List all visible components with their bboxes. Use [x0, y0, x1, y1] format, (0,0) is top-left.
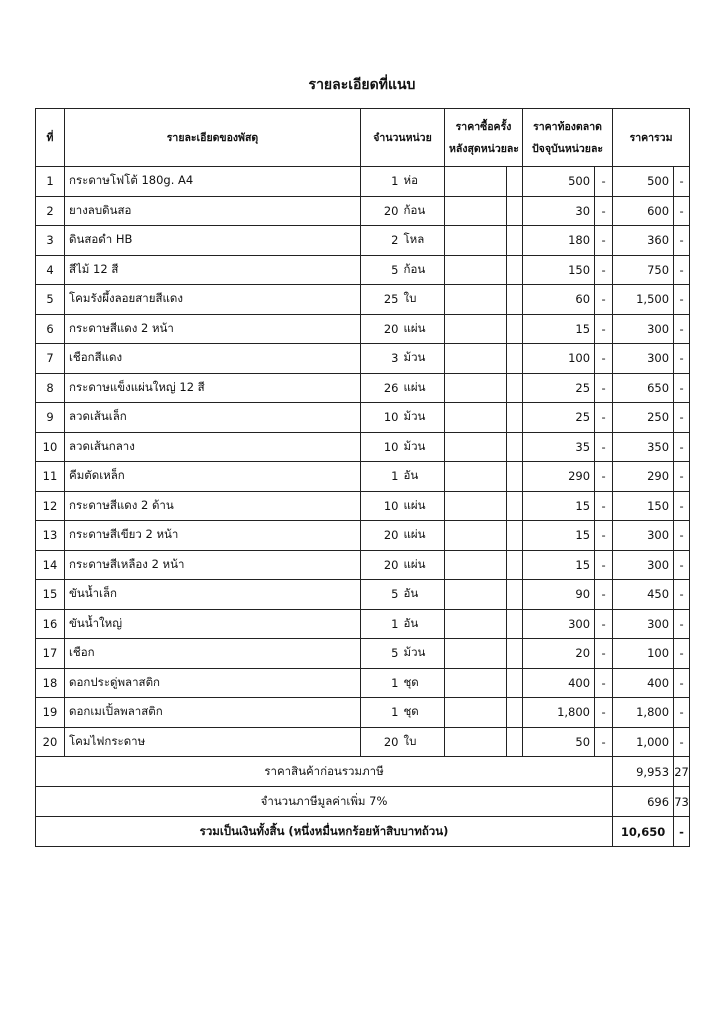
header-last-price-line2: หลังสุดหน่วยละ — [449, 142, 519, 155]
row-market-price-satang: - — [595, 373, 613, 403]
row-quantity: 5 — [361, 639, 401, 669]
table-row — [36, 432, 690, 462]
row-total: 1,000 — [613, 727, 674, 757]
row-last-price — [445, 462, 507, 492]
row-description: กระดาษสีเหลือง 2 หน้า — [65, 550, 361, 580]
row-number: 6 — [36, 314, 65, 344]
row-last-price-satang — [507, 727, 523, 757]
row-market-price: 500 — [523, 167, 595, 197]
row-market-price-satang: - — [595, 550, 613, 580]
table-row — [36, 639, 690, 669]
table-row — [36, 196, 690, 226]
row-description: ขันน้ำใหญ่ — [65, 609, 361, 639]
row-number: 3 — [36, 226, 65, 256]
row-last-price — [445, 285, 507, 315]
row-total-satang: - — [674, 639, 690, 669]
row-quantity: 20 — [361, 196, 401, 226]
row-total-satang: - — [674, 491, 690, 521]
row-market-price-satang: - — [595, 727, 613, 757]
row-total: 100 — [613, 639, 674, 669]
row-number: 16 — [36, 609, 65, 639]
row-quantity: 10 — [361, 491, 401, 521]
row-last-price — [445, 255, 507, 285]
header-market-price — [523, 109, 613, 167]
row-market-price: 290 — [523, 462, 595, 492]
row-description: ลวดเส้นกลาง — [65, 432, 361, 462]
row-total-satang: - — [674, 167, 690, 197]
row-unit: ก้อน — [401, 196, 445, 226]
row-unit: ม้วน — [401, 432, 445, 462]
row-unit: แผ่น — [401, 521, 445, 551]
row-total-satang: - — [674, 521, 690, 551]
row-market-price-satang: - — [595, 609, 613, 639]
row-market-price: 20 — [523, 639, 595, 669]
header-no: ที่ — [36, 109, 65, 167]
row-description: ดอกเมเปิ้ลพลาสติก — [65, 698, 361, 728]
table-row — [36, 167, 690, 197]
row-number: 17 — [36, 639, 65, 669]
row-market-price-satang: - — [595, 226, 613, 256]
row-market-price-satang: - — [595, 491, 613, 521]
row-unit: อัน — [401, 580, 445, 610]
row-description: ลวดเส้นเล็ก — [65, 403, 361, 433]
row-last-price — [445, 491, 507, 521]
row-quantity: 1 — [361, 698, 401, 728]
row-total: 600 — [613, 196, 674, 226]
table-row — [36, 314, 690, 344]
row-quantity: 1 — [361, 462, 401, 492]
row-last-price-satang — [507, 609, 523, 639]
row-number: 20 — [36, 727, 65, 757]
row-total: 1,800 — [613, 698, 674, 728]
row-quantity: 1 — [361, 167, 401, 197]
row-description: ยางลบดินสอ — [65, 196, 361, 226]
row-quantity: 20 — [361, 727, 401, 757]
table-row — [36, 580, 690, 610]
row-unit: อัน — [401, 462, 445, 492]
row-market-price: 35 — [523, 432, 595, 462]
vat-satang: 73 — [674, 787, 690, 817]
row-total: 1,500 — [613, 285, 674, 315]
row-description: กระดาษสีแดง 2 หน้า — [65, 314, 361, 344]
row-total: 150 — [613, 491, 674, 521]
row-total: 290 — [613, 462, 674, 492]
row-market-price: 30 — [523, 196, 595, 226]
row-description: โคมรังผึ้งลอยสายสีแดง — [65, 285, 361, 315]
row-last-price — [445, 196, 507, 226]
row-number: 12 — [36, 491, 65, 521]
row-last-price — [445, 639, 507, 669]
row-total: 500 — [613, 167, 674, 197]
row-last-price — [445, 727, 507, 757]
row-market-price-satang: - — [595, 344, 613, 374]
row-quantity: 25 — [361, 285, 401, 315]
row-total-satang: - — [674, 344, 690, 374]
row-description: กระดาษโฟโต้ 180g. A4 — [65, 167, 361, 197]
grand-total-label: รวมเป็นเงินทั้งสิ้น (หนึ่งหมื่นหกร้อยห้าสิบบาทถ้วน) — [36, 817, 613, 847]
table-row — [36, 668, 690, 698]
header-last-price — [445, 109, 523, 167]
row-unit: ชุด — [401, 698, 445, 728]
row-total-satang: - — [674, 314, 690, 344]
grand-total-row — [36, 817, 690, 847]
row-quantity: 5 — [361, 255, 401, 285]
row-total: 360 — [613, 226, 674, 256]
row-number: 8 — [36, 373, 65, 403]
row-total: 450 — [613, 580, 674, 610]
row-description: ดอกประดู่พลาสติก — [65, 668, 361, 698]
row-market-price: 180 — [523, 226, 595, 256]
row-market-price-satang: - — [595, 521, 613, 551]
table-row — [36, 344, 690, 374]
header-description: รายละเอียดของพัสดุ — [65, 109, 361, 167]
table-row — [36, 609, 690, 639]
row-unit: ก้อน — [401, 255, 445, 285]
row-market-price: 50 — [523, 727, 595, 757]
row-market-price-satang: - — [595, 580, 613, 610]
row-total-satang: - — [674, 432, 690, 462]
item-table — [35, 108, 690, 847]
grand-total-baht: 10,650 — [613, 817, 674, 847]
row-total: 300 — [613, 314, 674, 344]
row-total: 300 — [613, 550, 674, 580]
row-unit: ใบ — [401, 727, 445, 757]
row-market-price: 1,800 — [523, 698, 595, 728]
header-market-price-line2: ปัจจุบันหน่วยละ — [532, 142, 604, 155]
row-total-satang: - — [674, 196, 690, 226]
row-number: 1 — [36, 167, 65, 197]
row-last-price-satang — [507, 373, 523, 403]
row-last-price — [445, 698, 507, 728]
row-description: ขันน้ำเล็ก — [65, 580, 361, 610]
row-total: 300 — [613, 344, 674, 374]
row-market-price-satang: - — [595, 255, 613, 285]
row-market-price-satang: - — [595, 285, 613, 315]
row-market-price: 150 — [523, 255, 595, 285]
row-quantity: 2 — [361, 226, 401, 256]
row-last-price-satang — [507, 344, 523, 374]
table-row — [36, 521, 690, 551]
row-total: 400 — [613, 668, 674, 698]
row-last-price — [445, 432, 507, 462]
header-market-price-line1: ราคาท้องตลาด — [533, 120, 602, 133]
row-description: เชือก — [65, 639, 361, 669]
table-row — [36, 727, 690, 757]
row-unit: ม้วน — [401, 639, 445, 669]
row-market-price: 15 — [523, 550, 595, 580]
row-market-price: 100 — [523, 344, 595, 374]
table-row — [36, 403, 690, 433]
row-last-price — [445, 668, 507, 698]
table-row — [36, 285, 690, 315]
row-total: 650 — [613, 373, 674, 403]
row-last-price-satang — [507, 314, 523, 344]
row-last-price — [445, 167, 507, 197]
row-unit: แผ่น — [401, 550, 445, 580]
row-last-price-satang — [507, 521, 523, 551]
row-last-price-satang — [507, 255, 523, 285]
row-last-price — [445, 550, 507, 580]
row-last-price-satang — [507, 698, 523, 728]
vat-baht: 696 — [613, 787, 674, 817]
row-total-satang: - — [674, 580, 690, 610]
row-market-price: 25 — [523, 373, 595, 403]
row-market-price: 15 — [523, 521, 595, 551]
table-row — [36, 226, 690, 256]
row-description: โคมไฟกระดาษ — [65, 727, 361, 757]
row-unit: แผ่น — [401, 491, 445, 521]
row-total-satang: - — [674, 373, 690, 403]
row-market-price: 15 — [523, 491, 595, 521]
row-number: 15 — [36, 580, 65, 610]
row-total: 350 — [613, 432, 674, 462]
row-unit: โหล — [401, 226, 445, 256]
row-quantity: 1 — [361, 668, 401, 698]
row-last-price-satang — [507, 580, 523, 610]
row-description: ดินสอดำ HB — [65, 226, 361, 256]
row-quantity: 20 — [361, 314, 401, 344]
row-number: 7 — [36, 344, 65, 374]
row-last-price-satang — [507, 462, 523, 492]
row-total-satang: - — [674, 403, 690, 433]
header-total: ราคารวม — [613, 109, 690, 167]
subtotal-row — [36, 757, 690, 787]
row-last-price-satang — [507, 285, 523, 315]
row-quantity: 5 — [361, 580, 401, 610]
row-last-price-satang — [507, 491, 523, 521]
row-last-price — [445, 403, 507, 433]
row-market-price-satang: - — [595, 462, 613, 492]
row-market-price-satang: - — [595, 403, 613, 433]
table-row — [36, 491, 690, 521]
row-market-price: 400 — [523, 668, 595, 698]
row-last-price-satang — [507, 432, 523, 462]
row-last-price-satang — [507, 639, 523, 669]
row-total: 250 — [613, 403, 674, 433]
row-market-price-satang: - — [595, 698, 613, 728]
row-unit: ใบ — [401, 285, 445, 315]
row-quantity: 20 — [361, 550, 401, 580]
row-last-price — [445, 609, 507, 639]
row-number: 18 — [36, 668, 65, 698]
row-total-satang: - — [674, 727, 690, 757]
row-quantity: 10 — [361, 403, 401, 433]
row-unit: อัน — [401, 609, 445, 639]
row-description: คีมตัดเหล็ก — [65, 462, 361, 492]
row-unit: แผ่น — [401, 314, 445, 344]
row-total-satang: - — [674, 462, 690, 492]
row-unit: ม้วน — [401, 403, 445, 433]
subtotal-satang: 27 — [674, 757, 690, 787]
row-number: 4 — [36, 255, 65, 285]
row-last-price — [445, 314, 507, 344]
row-number: 10 — [36, 432, 65, 462]
row-market-price: 60 — [523, 285, 595, 315]
row-quantity: 20 — [361, 521, 401, 551]
row-last-price — [445, 521, 507, 551]
row-quantity: 1 — [361, 609, 401, 639]
row-description: กระดาษสีเขียว 2 หน้า — [65, 521, 361, 551]
row-total-satang: - — [674, 226, 690, 256]
row-total-satang: - — [674, 668, 690, 698]
table-row — [36, 255, 690, 285]
table-row — [36, 462, 690, 492]
row-market-price-satang: - — [595, 432, 613, 462]
table-row — [36, 698, 690, 728]
row-quantity: 3 — [361, 344, 401, 374]
row-last-price-satang — [507, 550, 523, 580]
row-quantity: 10 — [361, 432, 401, 462]
row-total-satang: - — [674, 609, 690, 639]
row-market-price: 90 — [523, 580, 595, 610]
subtotal-label: ราคาสินค้าก่อนรวมภาษี — [36, 757, 613, 787]
row-market-price: 25 — [523, 403, 595, 433]
row-total: 300 — [613, 609, 674, 639]
row-total-satang: - — [674, 255, 690, 285]
row-number: 9 — [36, 403, 65, 433]
row-market-price-satang: - — [595, 668, 613, 698]
row-quantity: 26 — [361, 373, 401, 403]
table-row — [36, 373, 690, 403]
row-number: 13 — [36, 521, 65, 551]
row-description: กระดาษแข็งแผ่นใหญ่ 12 สี — [65, 373, 361, 403]
row-unit: ห่อ — [401, 167, 445, 197]
row-last-price — [445, 580, 507, 610]
row-market-price-satang: - — [595, 314, 613, 344]
row-number: 11 — [36, 462, 65, 492]
document-title: รายละเอียดที่แนบ — [308, 77, 416, 93]
header-last-price-line1: ราคาซื้อครั้ง — [455, 120, 512, 133]
row-last-price-satang — [507, 167, 523, 197]
row-last-price-satang — [507, 668, 523, 698]
row-unit: ม้วน — [401, 344, 445, 374]
row-total: 300 — [613, 521, 674, 551]
row-unit: แผ่น — [401, 373, 445, 403]
row-last-price-satang — [507, 226, 523, 256]
row-description: กระดาษสีแดง 2 ด้าน — [65, 491, 361, 521]
row-last-price — [445, 373, 507, 403]
header-quantity: จำนวนหน่วย — [361, 109, 445, 167]
vat-row — [36, 787, 690, 817]
row-number: 2 — [36, 196, 65, 226]
row-market-price-satang: - — [595, 639, 613, 669]
row-last-price — [445, 226, 507, 256]
row-description: เชือกสีแดง — [65, 344, 361, 374]
row-total-satang: - — [674, 698, 690, 728]
row-market-price-satang: - — [595, 167, 613, 197]
row-market-price: 15 — [523, 314, 595, 344]
row-last-price — [445, 344, 507, 374]
row-last-price-satang — [507, 196, 523, 226]
row-last-price-satang — [507, 403, 523, 433]
row-market-price: 300 — [523, 609, 595, 639]
row-total: 750 — [613, 255, 674, 285]
row-total-satang: - — [674, 285, 690, 315]
row-total-satang: - — [674, 550, 690, 580]
header-row — [36, 109, 690, 167]
row-number: 5 — [36, 285, 65, 315]
vat-label: จำนวนภาษีมูลค่าเพิ่ม 7% — [36, 787, 613, 817]
row-description: สีไม้ 12 สี — [65, 255, 361, 285]
row-unit: ชุด — [401, 668, 445, 698]
row-number: 14 — [36, 550, 65, 580]
table-row — [36, 550, 690, 580]
row-number: 19 — [36, 698, 65, 728]
grand-total-satang: - — [674, 817, 690, 847]
row-market-price-satang: - — [595, 196, 613, 226]
subtotal-baht: 9,953 — [613, 757, 674, 787]
